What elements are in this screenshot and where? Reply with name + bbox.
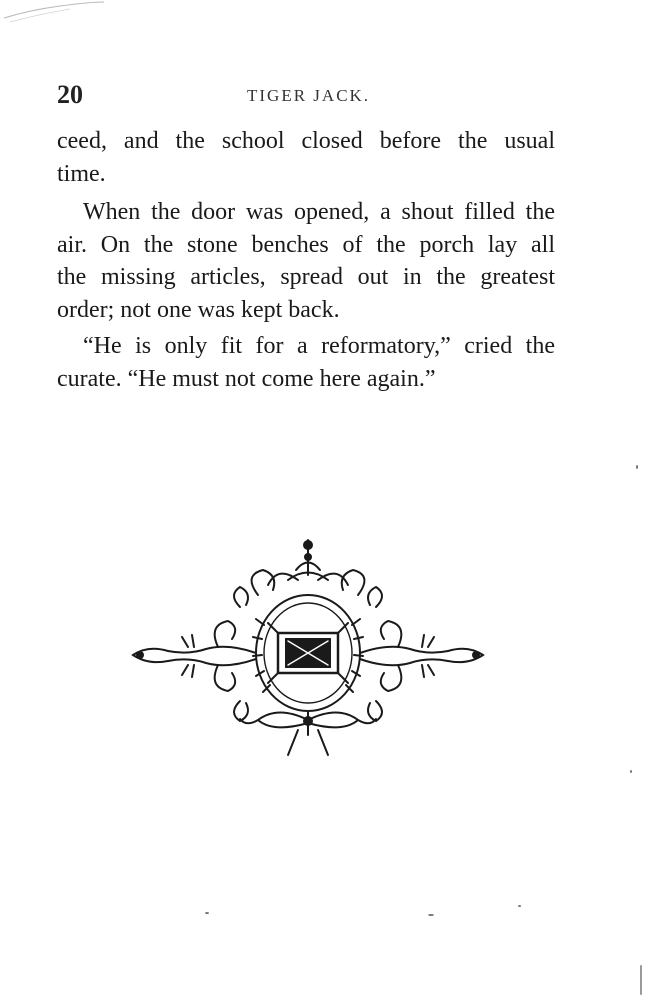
paper-speck — [205, 912, 209, 914]
body-text — [57, 125, 555, 395]
paragraph-3 — [57, 330, 555, 395]
text-line: curate. “He must not come here again.” — [57, 365, 436, 392]
paragraph-1 — [57, 125, 555, 190]
decorative-tailpiece-ornament-icon — [128, 535, 488, 760]
paper-speck — [636, 465, 638, 469]
text-line: ceed, and the school closed before the usual — [57, 128, 555, 154]
page-header — [57, 80, 557, 112]
paper-speck — [630, 770, 632, 773]
page-number: 20 — [57, 80, 83, 109]
paper-speck — [518, 905, 521, 907]
text-line: the missing articles, spread out in the greatest — [57, 264, 555, 290]
corner-smudge-mark — [0, 0, 110, 28]
paragraph-2 — [57, 196, 555, 326]
text-line: When the door was opened, a shout filled the — [83, 199, 555, 225]
running-title: TIGER JACK. — [247, 86, 371, 105]
text-line: air. On the stone benches of the porch lay all — [57, 231, 555, 258]
paper-speck — [640, 965, 642, 995]
text-line: “He is only fit for a reformatory,” cried the — [83, 333, 555, 359]
text-line: order; not one was kept back. — [57, 296, 340, 323]
paper-speck — [428, 914, 434, 916]
text-line: time. — [57, 160, 106, 187]
